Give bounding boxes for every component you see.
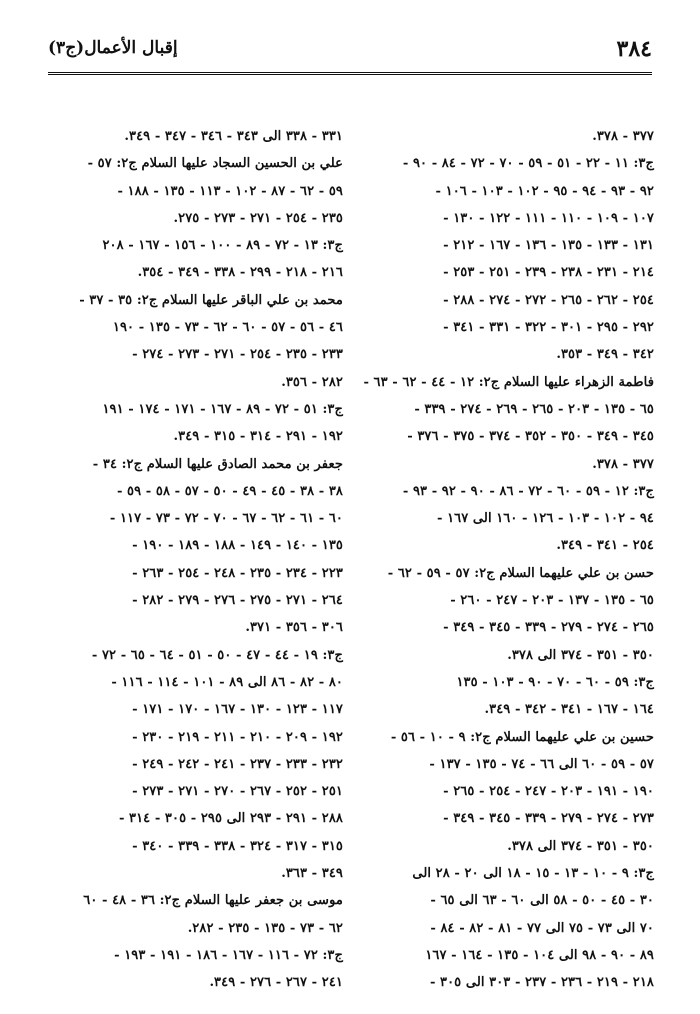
index-line: ٣٤٩ - ٣٦٣.: [281, 866, 343, 882]
index-line: ٣٥٠ - ٣٥١ - ٣٧٤ الى ٣٧٨.: [507, 647, 654, 663]
index-line: علي بن الحسين السجاد عليها السلام ج٢: ٥٧ -: [87, 156, 343, 172]
index-line: ٦٥ - ١٣٥ - ١٣٧ - ٢٠٣ - ٢٤٧ - ٢٦٠ -: [450, 593, 654, 609]
index-line: ج٣: ١٢ - ٥٩ - ٦٠ - ٧٢ - ٨٦ - ٩٠ - ٩٢ - ٩٣ -: [402, 483, 654, 499]
index-line: ٢٨٨ - ٢٩١ - ٢٩٣ الى ٢٩٥ - ٣٠٥ - ٣١٤ -: [118, 811, 343, 827]
index-line: ٣٤٢ - ٣٤٩ - ٣٥٣.: [556, 347, 654, 363]
index-line: ٢٦٥ - ٢٧٤ - ٢٧٩ - ٣٣٩ - ٣٤٥ - ٣٤٩ -: [443, 620, 654, 636]
index-line: ٣٤٥ - ٣٤٩ - ٣٥٠ - ٣٥٢ - ٣٧٤ - ٣٧٥ - ٣٧٦ -: [407, 429, 654, 445]
index-line: ٢٥١ - ٢٥٢ - ٢٦٧ - ٢٧٠ - ٢٧١ - ٢٧٣ -: [132, 784, 343, 800]
index-line: ٢٤١ - ٢٦٧ - ٢٧٦ - ٣٤٩.: [209, 975, 343, 991]
index-line: ١٩٢ - ٢٩١ - ٣١٤ - ٣١٥ - ٣٤٩.: [173, 429, 343, 445]
index-line: ١١٧ - ١٢٣ - ١٣٠ - ١٦٧ - ١٧٠ - ١٧١ -: [132, 702, 343, 718]
index-line: ٢٢٣ - ٢٣٤ - ٢٣٥ - ٢٤٨ - ٢٥٤ - ٢٦٣ -: [132, 565, 343, 581]
running-title: إقبال الأعمال(ج٣): [48, 38, 178, 58]
index-line: ج٣: ١٣ - ٧٢ - ٨٩ - ١٠٠ - ١٥٦ - ١٦٧ - ٢٠٨: [102, 238, 343, 254]
index-line: ٢٣٢ - ٢٣٣ - ٢٣٧ - ٢٤١ - ٢٤٢ - ٢٤٩ -: [132, 756, 343, 772]
index-line: ١٣١ - ١٣٣ - ١٣٥ - ١٣٦ - ١٦٧ - ٢١٢ -: [443, 238, 654, 254]
index-line: ٣٧٧ - ٣٧٨.: [592, 456, 654, 472]
index-line: ٦٥ - ١٣٥ - ٢٠٣ - ٢٦٥ - ٢٦٩ - ٢٧٤ - ٣٣٩ -: [414, 401, 654, 417]
index-line: ٣٥٠ - ٣٥١ - ٣٧٤ الى ٣٧٨.: [507, 838, 654, 854]
index-column-right: [363, 123, 654, 997]
index-line: ٢٩٢ - ٢٩٥ - ٣٠١ - ٣٢٢ - ٣٣١ - ٣٤١ -: [443, 320, 654, 336]
index-line: ٢٣٣ - ٢٣٥ - ٢٥٤ - ٢٧١ - ٢٧٣ - ٢٧٤ -: [132, 347, 343, 363]
index-line: ٣٧٧ - ٣٧٨.: [592, 129, 654, 144]
index-line: ٤٦ - ٥٦ - ٥٧ - ٦٠ - ٦٢ - ٧٣ - ١٣٥ - ١٩٠: [112, 320, 343, 336]
index-line: ج٣: ٥٩ - ٦٠ - ٧٠ - ٩٠ - ١٠٣ - ١٣٥: [456, 674, 654, 690]
index-line: ٥٩ - ٦٢ - ٨٧ - ١٠٢ - ١١٣ - ١٣٥ - ١٨٨ -: [117, 183, 343, 199]
index-line: ٣٠٦ - ٣٥٦ - ٣٧١.: [245, 620, 343, 636]
header-rule: [48, 72, 652, 75]
index-line: ج٣: ٥١ - ٧٢ - ٨٩ - ١٦٧ - ١٧١ - ١٧٤ - ١٩١: [102, 401, 343, 417]
index-line: ٢١٦ - ٢١٨ - ٢٩٩ - ٣٣٨ - ٣٤٩ - ٣٥٤.: [137, 265, 343, 281]
index-line: ج٣: ٩ - ١٠ - ١٣ - ١٥ - ١٨ الى ٢٠ - ٢٨ الى: [412, 866, 654, 882]
index-line: ٢٣٥ - ٢٥٤ - ٢٧١ - ٢٧٣ - ٢٧٥.: [173, 210, 343, 226]
index-line: ١٣٥ - ١٤٠ - ١٤٩ - ١٨٨ - ١٨٩ - ١٩٠ -: [132, 538, 343, 554]
index-line: ٢٦٤ - ٢٧١ - ٢٧٥ - ٢٧٦ - ٢٧٩ - ٢٨٢ -: [132, 593, 343, 609]
index-line: ٧٠ الى ٧٣ - ٧٥ الى ٧٧ - ٨١ - ٨٢ - ٨٤ -: [430, 920, 654, 936]
index-line: ٢١٨ - ٢١٩ - ٢٣٦ - ٢٣٧ - ٣٠٣ الى ٣٠٥ -: [429, 975, 654, 991]
index-column-left: [60, 123, 343, 997]
index-line: ٣٣١ - ٣٣٨ الى ٣٤٣ - ٣٤٦ - ٣٤٧ - ٣٤٩.: [124, 129, 343, 144]
index-line: ٢١٤ - ٢٣١ - ٢٣٨ - ٢٣٩ - ٢٥١ - ٢٥٣ -: [443, 265, 654, 281]
index-line: حسن بن علي عليهما السلام ج٢: ٥٧ - ٥٩ - ٦٢ -: [387, 565, 654, 581]
index-line: ٣٨ - ٣٨ - ٤٥ - ٤٩ - ٥٠ - ٥٧ - ٥٨ - ٥٩ -: [116, 483, 343, 499]
index-line: ٢٧٣ - ٢٧٤ - ٢٧٩ - ٣٣٩ - ٣٤٥ - ٣٤٩ -: [443, 811, 654, 827]
index-line: ٩٤ - ١٠٢ - ١٠٣ - ١٢٦ - ١٦٠ الى ١٦٧ -: [437, 511, 654, 527]
index-line: ١٦٤ - ١٦٧ - ٣٤١ - ٣٤٢ - ٣٤٩.: [484, 702, 654, 718]
index-line: ٣١٥ - ٣١٧ - ٣٢٤ - ٣٣٨ - ٣٣٩ - ٣٤٠ -: [132, 838, 343, 854]
index-line: ٦٠ - ٦١ - ٦٢ - ٦٧ - ٧٠ - ٧٢ - ٧٣ - ١١٧ -: [109, 511, 343, 527]
index-line: ج٣: ١٩ - ٤٤ - ٤٧ - ٥٠ - ٥١ - ٦٤ - ٦٥ - ٧٢ -: [91, 647, 343, 663]
index-line: ٢٨٢ - ٣٥٦.: [281, 374, 343, 390]
index-line: ٦٢ - ٧٣ - ١٣٥ - ٢٣٥ - ٢٨٢.: [187, 920, 343, 936]
index-line: محمد بن علي الباقر عليها السلام ج٢: ٣٥ - ٣٧ -: [79, 292, 343, 308]
index-line: ٢٥٤ - ٣٤١ - ٣٤٩.: [556, 538, 654, 554]
page-header: [48, 34, 652, 70]
index-line: ٢٥٤ - ٢٦٢ - ٢٦٥ - ٢٧٢ - ٢٧٤ - ٢٨٨ -: [443, 292, 654, 308]
index-line: ١٩٠ - ١٩١ - ٢٠٣ - ٢٤٧ - ٢٥٤ - ٢٦٥ -: [443, 784, 654, 800]
index-line: ج٣: ١١ - ٢٢ - ٥١ - ٥٩ - ٧٠ - ٧٢ - ٨٤ - ٩٠ -: [402, 156, 654, 172]
index-line: ١٠٧ - ١٠٩ - ١١٠ - ١١١ - ١٢٢ - ١٣٠ -: [443, 210, 654, 226]
index-line: ٥٧ - ٥٩ - ٦٠ الى ٦٦ - ٧٤ - ١٣٥ - ١٣٧ -: [429, 756, 654, 772]
index-line: فاطمة الزهراء عليها السلام ج٢: ١٢ - ٤٤ - ٦٢ - ٦٣ -: [363, 374, 654, 390]
index-line: ٨٠ - ٨٢ - ٨٦ الى ٨٩ - ١٠١ - ١١٤ - ١١٦ -: [111, 674, 343, 690]
index-line: حسين بن علي عليهما السلام ج٢: ٩ - ١٠ - ٥٦ -: [390, 729, 654, 745]
page-number: ٣٨٤: [616, 36, 652, 62]
index-line: ٣٠ - ٤٥ - ٥٠ - ٥٨ الى ٦٠ - ٦٣ الى ٦٥ -: [430, 893, 654, 909]
index-line: ج٣: ٧٢ - ١١٦ - ١٦٧ - ١٨٦ - ١٩١ - ١٩٣ -: [114, 947, 343, 963]
index-line: ١٩٢ - ٢٠٩ - ٢١٠ - ٢١١ - ٢١٩ - ٢٣٠ -: [132, 729, 343, 745]
index-line: ٨٩ - ٩٠ - ٩٨ الى ١٠٤ - ١٣٥ - ١٦٤ - ١٦٧: [425, 947, 654, 963]
index-line: ٩٢ - ٩٣ - ٩٤ - ٩٥ - ١٠٢ - ١٠٣ - ١٠٦ -: [435, 183, 654, 199]
index-line: جعفر بن محمد الصادق عليها السلام ج٢: ٣٤ -: [92, 456, 343, 472]
index-line: موسى بن جعفر عليها السلام ج٢: ٣٦ - ٤٨ - ٦٠: [83, 893, 343, 909]
